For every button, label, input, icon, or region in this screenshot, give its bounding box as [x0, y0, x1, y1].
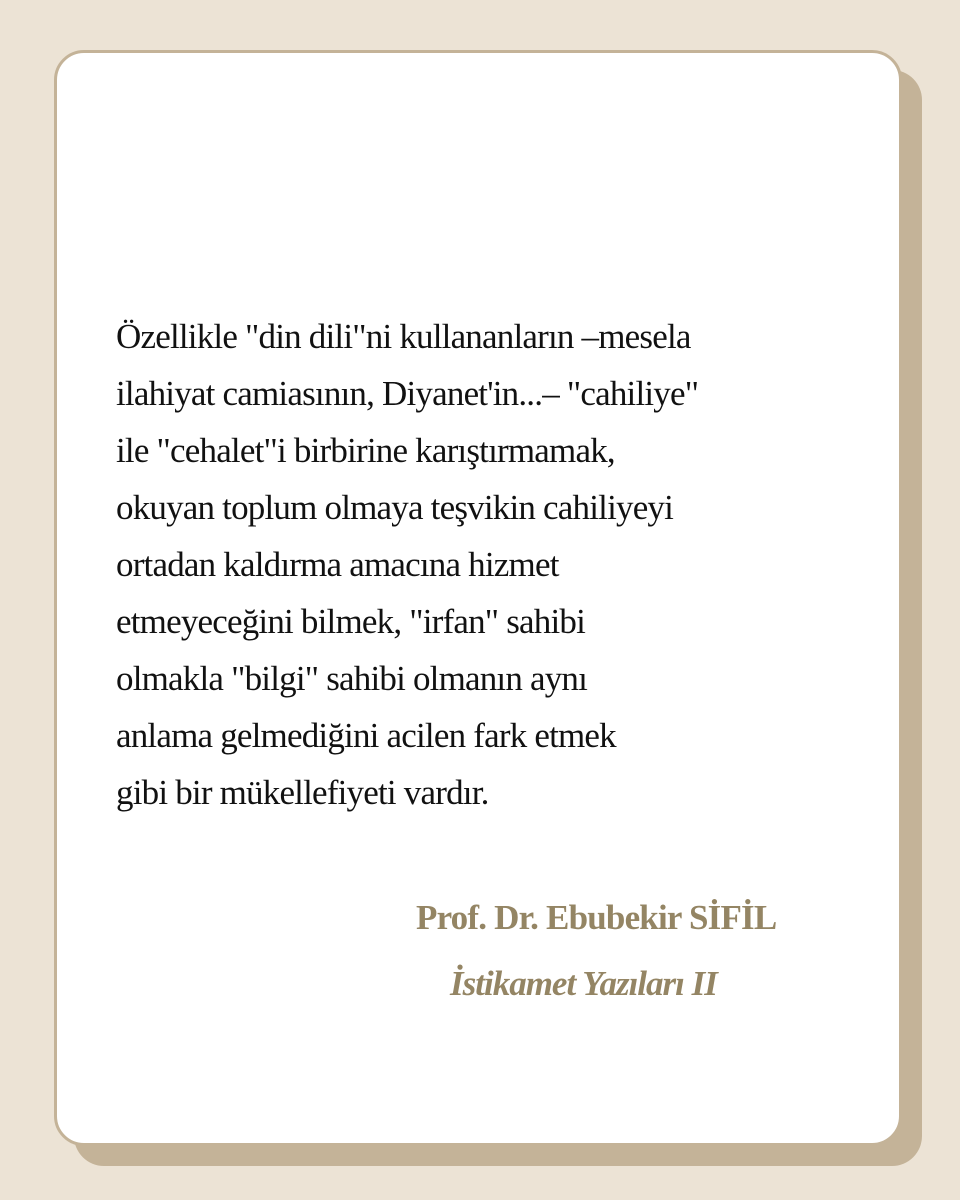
- quote-line: gibi bir mükellefiyeti vardır.: [116, 773, 489, 812]
- quote-line: ortadan kaldırma amacına hizmet: [116, 545, 559, 584]
- quote-line: anlama gelmediğini acilen fark etmek: [116, 716, 616, 755]
- quote-author: Prof. Dr. Ebubekir SİFİL: [416, 898, 777, 937]
- quote-source: İstikamet Yazıları II: [450, 964, 717, 1003]
- quote-line: ilahiyat camiasının, Diyanet'in...– "cahiliye": [116, 374, 699, 413]
- quote-text: [116, 308, 876, 821]
- quote-line: etmeyeceğini bilmek, "irfan" sahibi: [116, 602, 586, 641]
- quote-line: okuyan toplum olmaya teşvikin cahiliyeyi: [116, 488, 674, 527]
- quote-line: olmakla "bilgi" sahibi olmanın aynı: [116, 659, 588, 698]
- quote-line: Özellikle "din dili"ni kullananların –mesela: [116, 317, 691, 356]
- quote-line: ile "cehalet"i birbirine karıştırmamak,: [116, 431, 615, 470]
